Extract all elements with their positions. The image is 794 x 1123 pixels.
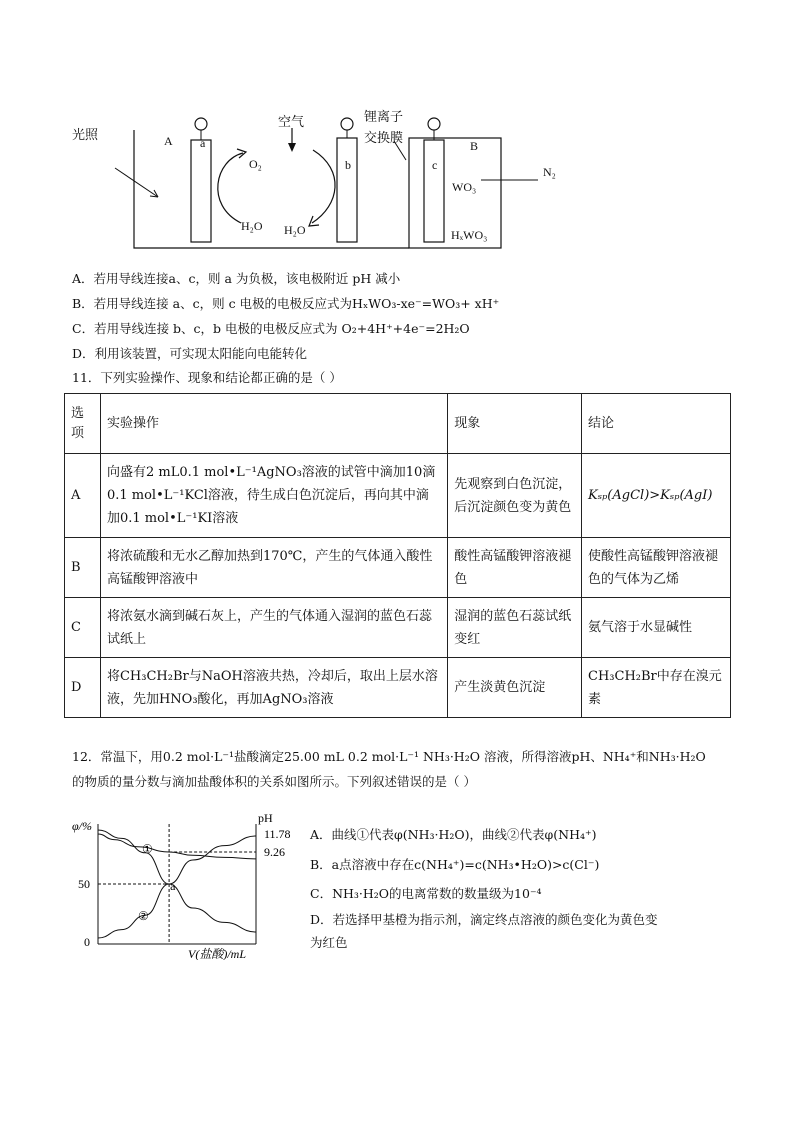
y-axis-label: φ/% xyxy=(72,819,92,833)
row-conclusion: 使酸性高锰酸钾溶液褪色的气体为乙烯 xyxy=(582,538,731,598)
o2-label: O₂ xyxy=(249,157,262,171)
curve-label-2: ② xyxy=(138,909,149,923)
membrane-label-line1: 锂离子 xyxy=(364,110,404,125)
table-row xyxy=(65,538,731,598)
series-line-2 xyxy=(98,836,256,938)
series-line-1 xyxy=(98,830,256,932)
h2o-label-1: H₂O xyxy=(241,219,263,233)
chamber-b-label: B xyxy=(470,139,479,153)
ph-tick-9-26: 9.26 xyxy=(264,845,285,859)
table-header-row xyxy=(65,394,731,454)
row-phenomenon: 先观察到白色沉淀，后沉淀颜色变为黄色 xyxy=(448,454,582,538)
q12-option-b: B．a点溶液中存在c(NH₄⁺)=c(NH₃•H₂O)>c(Cl⁻) xyxy=(310,857,600,872)
q10-option-b: B．若用导线连接 a、c，则 c 电极的电极反应式为HₓWO₃-xe⁻=WO₃+ xH⁺ xyxy=(72,296,500,311)
h2o-label-2: H₂O xyxy=(284,223,306,237)
row-phenomenon: 湿润的蓝色石蕊试纸变红 xyxy=(448,598,582,658)
row-operation: 将浓氨水滴到碱石灰上，产生的气体通入湿润的蓝色石蕊试纸上 xyxy=(100,598,447,658)
q12-option-d-cont: 为红色 xyxy=(310,935,348,950)
ph-tick-11-78: 11.78 xyxy=(264,827,291,841)
ph-axis-label: pH xyxy=(258,811,273,825)
row-conclusion: CH₃CH₂Br中存在溴元素 xyxy=(582,658,731,718)
row-operation: 将浓硫酸和无水乙醇加热到170℃，产生的气体通入酸性高锰酸钾溶液中 xyxy=(100,538,447,598)
q12-stem-line1: 12．常温下，用0.2 mol·L⁻¹盐酸滴定25.00 mL 0.2 mol·L⁻¹ NH₃·H₂O 溶液，所得溶液pH、NH₄⁺和NH₃·H₂O xyxy=(72,749,706,764)
q12-option-a: A．曲线①代表φ(NH₃·H₂O)，曲线②代表φ(NH₄⁺) xyxy=(310,827,597,842)
series-line-ph xyxy=(98,834,256,859)
q12-stem-line2: 的物质的量分数与滴加盐酸体积的关系如图所示。下列叙述错误的是（ ） xyxy=(72,774,476,789)
header-option: 选项 xyxy=(65,394,101,454)
light-label: 光照 xyxy=(72,128,99,143)
table-row xyxy=(65,454,731,538)
electrode-b-label: b xyxy=(345,158,351,172)
membrane-label-line2: 交换膜 xyxy=(364,131,404,146)
wo3-label: WO₃ xyxy=(452,180,477,194)
row-option: C xyxy=(65,598,101,658)
q10-option-d: D．利用该装置，可实现太阳能向电能转化 xyxy=(72,346,308,361)
q12-option-c: C．NH₃·H₂O的电离常数的数量级为10⁻⁴ xyxy=(310,886,542,901)
row-option: A xyxy=(65,454,101,538)
air-label: 空气 xyxy=(278,115,305,130)
y-tick-50: 50 xyxy=(78,877,90,891)
q12-option-d: D．若选择甲基橙为指示剂，滴定终点溶液的颜色变化为黄色变 xyxy=(310,912,658,927)
point-a-label: a xyxy=(170,879,176,893)
q10-option-c: C．若用导线连接 b、c，b 电极的电极反应式为 O₂+4H⁺+4e⁻=2H₂O xyxy=(72,321,470,336)
row-operation: 向盛有2 mL0.1 mol•L⁻¹AgNO₃溶液的试管中滴加10滴0.1 mol•L⁻¹KCl溶液，待生成白色沉淀后，再向其中滴加0.1 mol•L⁻¹KI溶液 xyxy=(100,454,447,538)
electrode-a-label: a xyxy=(200,136,206,150)
curve-label-1: ① xyxy=(142,841,153,856)
q11-title: 11．下列实验操作、现象和结论都正确的是（ ） xyxy=(72,370,342,385)
y-tick-0: 0 xyxy=(84,935,90,949)
row-phenomenon: 产生淡黄色沉淀 xyxy=(448,658,582,718)
row-operation: 将CH₃CH₂Br与NaOH溶液共热，冷却后，取出上层水溶液，先加HNO₃酸化，再加AgNO₃溶液 xyxy=(100,658,447,718)
table-row xyxy=(65,658,731,718)
header-conclusion: 结论 xyxy=(582,394,731,454)
chamber-a-label: A xyxy=(164,134,173,148)
q10-option-a: A．若用导线连接a、c，则 a 为负极，该电极附近 pH 减小 xyxy=(72,271,401,286)
row-conclusion: Kₛₚ(AgCl)>Kₛₚ(AgI) xyxy=(582,454,731,538)
titration-chart xyxy=(60,810,310,960)
header-phenomenon: 现象 xyxy=(448,394,582,454)
row-conclusion: 氨气溶于水显碱性 xyxy=(582,598,731,658)
row-option: D xyxy=(65,658,101,718)
n2-label: N₂ xyxy=(543,165,556,179)
electrode-c-label: c xyxy=(432,158,438,172)
row-option: B xyxy=(65,538,101,598)
table-row xyxy=(65,598,731,658)
header-operation: 实验操作 xyxy=(100,394,447,454)
x-axis-label: V(盐酸)/mL xyxy=(188,947,246,960)
row-phenomenon: 酸性高锰酸钾溶液褪色 xyxy=(448,538,582,598)
hxwo3-label: HₓWO₃ xyxy=(451,228,488,242)
q11-experiment-table xyxy=(64,393,731,718)
